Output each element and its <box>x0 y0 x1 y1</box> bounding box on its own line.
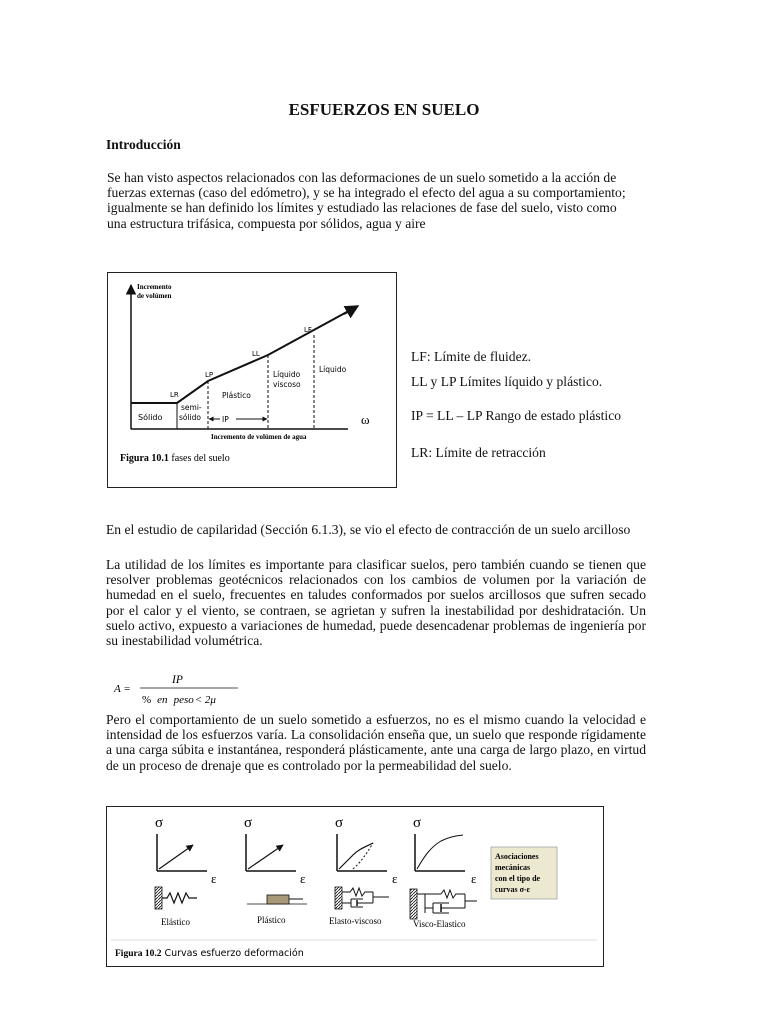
state-semisolido: semi- <box>181 403 202 412</box>
capillary-paragraph: En el estudio de capilaridad (Sección 6.1.3), se vio el efecto de contracción de un suelo arcilloso <box>106 522 631 537</box>
omega-symbol: ω <box>361 412 370 427</box>
intro-line: una estructura trifásica, compuesta por sólidos, agua y aire <box>107 215 426 231</box>
figure-stress-strain <box>106 806 604 967</box>
spring-icon <box>162 893 197 903</box>
limits-paragraph: La utilidad de los límites es importante para clasificar suelos, pero también cuando se tienen que resolver problemas geotécnicos relacionados con los cambios de volumen por la variación de humedad en el suelo, frecuentes en taludes conformados por suelos arcillosos que sufren secado por el calor y el viento, se contraen, se agrietan y sufren la inestabilidad por deshidratación. Un suelo activo, expuesto a variaciones de humedad, puede desencadenar problemas de ingeniería por su inestabilidad volumétrica. <box>106 557 646 649</box>
loading-curve <box>339 843 373 869</box>
note-line: mecánicas <box>495 863 531 872</box>
label-ip: IP <box>222 415 229 424</box>
legend-lf: LF: Límite de fluidez. <box>411 349 532 364</box>
stress-strain-diagram <box>107 807 603 966</box>
panel-plastico <box>244 815 307 925</box>
intro-line: fuerzas externas (caso del edómetro), y se ha integrado el efecto del agua a su comportamiento; <box>107 185 626 201</box>
panel-elasto-viscoso <box>329 815 398 926</box>
formula-denominator: % en peso< 2μ <box>142 694 216 706</box>
formula-lhs: A = <box>114 683 131 695</box>
note-box <box>491 847 557 899</box>
wall-icon <box>335 887 342 909</box>
figure2-caption: Figura 10.2 Curvas esfuerzo deformación <box>115 948 304 959</box>
state-solido: Sólido <box>138 413 163 422</box>
legend-ll-lp: LL y LP Límites líquido y plástico. <box>411 374 603 389</box>
behavior-paragraph: Pero el comportamiento de un suelo sometido a esfuerzos, no es el mismo cuando la velocidad e intensidad de los esfuerzos varía. La consolidación enseña que, un suelo que responde rígidamente a una carga súbita e instantánea, responderá plásticamente, ante una carga de largo plazo, en virtud de un proceso de drenaje que es controlado por la permeabilidad del suelo. <box>106 712 646 773</box>
label-lp: LP <box>205 371 214 379</box>
intro-line: igualmente se han definido los límites y estudiado las relaciones de fase del suelo, visto como <box>107 200 617 216</box>
legend-lr: LR: Límite de retracción <box>411 445 546 460</box>
y-axis-label: de volúmen <box>137 292 172 300</box>
panel-elastico <box>155 815 217 927</box>
sigma-label: σ <box>335 815 344 831</box>
intro-heading: Introducción <box>106 137 181 152</box>
volume-curve <box>131 307 356 403</box>
panel-label: Elástico <box>161 917 190 927</box>
formula-svg <box>112 670 252 710</box>
epsilon-label: ε <box>471 871 477 886</box>
unloading-curve <box>353 843 373 869</box>
sigma-label: σ <box>413 815 422 831</box>
linear-curve <box>248 845 283 869</box>
panel-label: Visco-Elastico <box>413 919 466 929</box>
curve <box>417 835 463 869</box>
state-liquido-viscoso: Líquido <box>273 370 301 379</box>
wall-icon <box>410 889 417 919</box>
note-line: Asociaciones <box>495 852 539 861</box>
state-semisolido: sólido <box>179 413 202 422</box>
sigma-label: σ <box>244 815 253 831</box>
epsilon-label: ε <box>392 871 398 886</box>
spring-icon <box>342 888 373 896</box>
label-lr: LR <box>170 391 179 399</box>
x-axis-label: Incremento de volúmen de agua <box>211 433 307 441</box>
panel-label: Elasto-viscoso <box>329 916 382 926</box>
epsilon-label: ε <box>211 871 217 886</box>
label-ll: LL <box>252 350 260 358</box>
state-plastico: Plástico <box>222 391 251 400</box>
figure1-caption: Figura 10.1 fases del suelo <box>120 453 230 464</box>
intro-line: Se han visto aspectos relacionados con las deformaciones de un suelo sometido a la acción de <box>107 170 617 185</box>
intro-paragraph <box>107 170 667 231</box>
page-title: ESFUERZOS EN SUELO <box>288 100 480 119</box>
spring-icon <box>441 890 465 898</box>
activity-formula <box>112 670 252 710</box>
note-line: curvas σ-ε <box>495 885 531 894</box>
state-liquido-viscoso: viscoso <box>273 380 301 389</box>
panel-visco-elastico <box>410 815 477 929</box>
legend-ip: IP = LL – LP Rango de estado plástico <box>411 408 622 423</box>
curve-arrow <box>344 306 358 314</box>
sigma-label: σ <box>155 815 164 831</box>
block-icon <box>267 895 289 904</box>
note-line: con el tipo de <box>495 874 541 883</box>
soil-phases-diagram <box>108 273 396 487</box>
epsilon-label: ε <box>300 871 306 886</box>
panel-label: Plástico <box>257 915 286 925</box>
label-lf: LF <box>304 326 312 334</box>
state-liquido: Líquido <box>319 365 347 374</box>
formula-numerator: IP <box>172 674 183 686</box>
linear-curve <box>159 845 193 869</box>
y-axis-label: Incremento <box>137 283 172 291</box>
wall-icon <box>155 887 162 909</box>
figure-soil-phases <box>107 272 397 488</box>
